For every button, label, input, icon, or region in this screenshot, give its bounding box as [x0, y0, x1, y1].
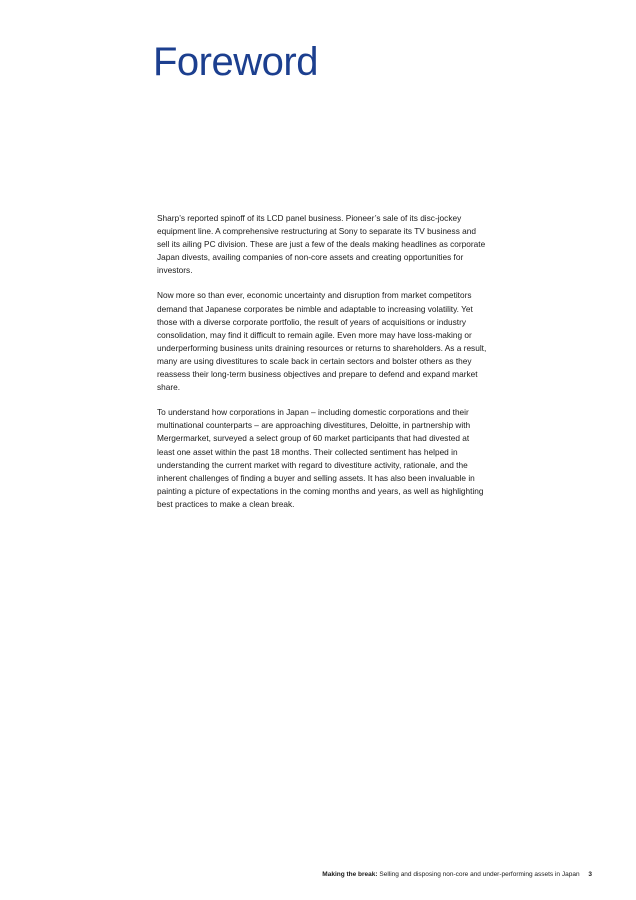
footer-report-title: Making the break:	[322, 871, 378, 878]
paragraph-1: Sharp’s reported spinoff of its LCD panel business. Pioneer’s sale of its disc-jockey equipment line. A comprehensive restructuring at Sony to separate its TV business and sell its ailing PC division. These are just a few of the deals making headlines as corporate Japan divests, availing companies of non-core assets and creating opportunities for investors.	[157, 213, 486, 276]
paragraph-2: Now more so than ever, economic uncertainty and disruption from market competitors demand that Japanese corporates be nimble and adaptable to increasing volatility. Yet those with a diverse corporate portfolio, the result of years of acquisitions or industry consolidation, may find it difficult to remain agile. Even more may have loss-making or underperforming business units draining resources or returns to shareholders. As a result, many are using divestitures to scale back in certain sectors and bolster others as they reassess their long-term business objectives and prepare to defend and expand market share.	[157, 290, 487, 393]
body-text	[157, 212, 487, 523]
page-title: Foreword	[153, 40, 318, 84]
paragraph-3: To understand how corporations in Japan – including domestic corporations and their multinational counterparts – are approaching divestitures, Deloitte, in partnership with Mergermarket, surveyed a select group of 60 market participants that had divested at least one asset within the past 18 months. Their collected sentiment has helped in understanding the current market with regard to divestiture activity, rationale, and the inherent challenges of finding a buyer and selling assets. It has also been invaluable in painting a picture of expectations in the coming months and years, as well as highlighting best practices to make a clean break.	[157, 407, 484, 509]
footer-report-subtitle: Selling and disposing non-core and under-performing assets in Japan	[379, 871, 580, 878]
page-number: 3	[588, 871, 592, 878]
page-footer	[322, 870, 592, 880]
